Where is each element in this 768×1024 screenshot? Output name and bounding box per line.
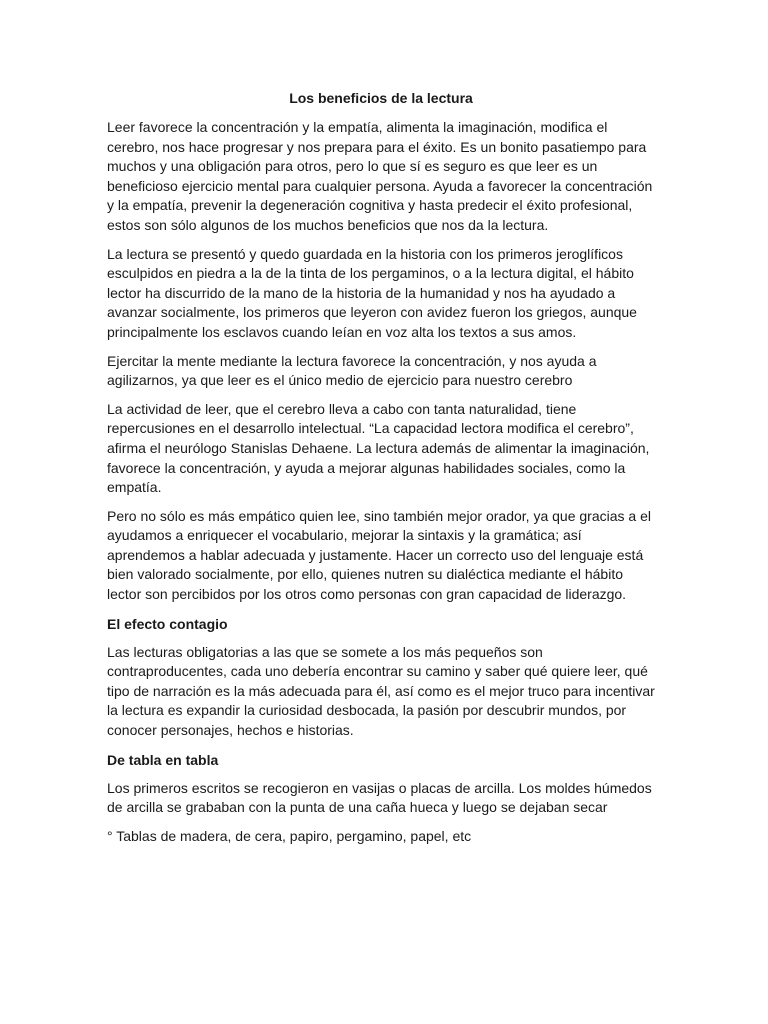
document-title: Los beneficios de la lectura [289,90,473,106]
paragraph-exercise: Ejercitar la mente mediante la lectura favorece la concentración, y nos ayuda a agilizarnos, ya que leer es el único medio de ejercicio para nuestro cerebro [107,352,597,389]
paragraph-history: La lectura se presentó y quedo guardada en la historia con los primeros jeroglíficos esculpidos en piedra a la de la tinta de los pergaminos, o a la lectura digital, el hábito lector ha discurrido de la mano de la historia de la humanidad y nos ha ayudado a avanzar socialmente, los primeros que leyeron con avidez fueron los griegos, aunque principalmente los esclavos cuando leían en voz alta los textos a sus amos. [107,245,637,340]
paragraph-tabla: Los primeros escritos se recogieron en vasijas o placas de arcilla. Los moldes húmedos de arcilla se grababan con la punta de una caña hueca y luego se dejaban secar [107,779,652,816]
paragraph-contagio: Las lecturas obligatorias a las que se somete a los más pequeños son contraproducentes, cada uno debería encontrar su camino y saber qué quiere leer, qué tipo de narración es la más adecuada para él, así como es el mejor truco para incentivar la lectura es expandir la curiosidad desbocada, la pasión por descubrir mundos, por conocer personajes, hechos e historias. [107,643,655,739]
paragraph-brain: La actividad de leer, que el cerebro lleva a cabo con tanta naturalidad, tiene repercusiones en el desarrollo intelectual. “La capacidad lectora modifica el cerebro”, afirma el neurólogo Stanislas Dehaene. La lectura además de alimentar la imaginación, favorece la concentración, y ayuda a mejorar algunas habilidades sociales, como la empatía. [107,400,650,496]
paragraph-intro-1: Leer favorece la concentración y la empatía, alimenta la imaginación, modifica el cerebro, nos hace progresar y nos prepara para el éxito. Es un bonito pasatiempo para muchos y una obligación para otros, pero lo que sí es seguro es que leer es un beneficioso ejercicio mental para cualquier persona. Ayuda a favorecer la concentración y la empatía, prevenir la degeneración cognitiva y hasta predecir el éxito profesional, estos son sólo algunos de los muchos beneficios que nos da la lectura. [107,119,653,233]
document-page [107,88,655,855]
bullet-materials: ° Tablas de madera, de cera, papiro, pergamino, papel, etc [107,827,472,844]
section-heading-contagio: El efecto contagio [107,615,228,632]
paragraph-orator: Pero no sólo es más empático quien lee, sino también mejor orador, ya que gracias a el ayudamos a enriquecer el vocabulario, mejorar la sintaxis y la gramática; así aprendemos a hablar adecuada y justamente. Hacer un correcto uso del lenguaje está bien valorado socialmente, por ello, quienes nutren su dialéctica mediante el hábito lector son percibidos por los otros como personas con gran capacidad de liderazgo. [107,507,651,603]
section-heading-tabla: De tabla en tabla [107,751,219,768]
